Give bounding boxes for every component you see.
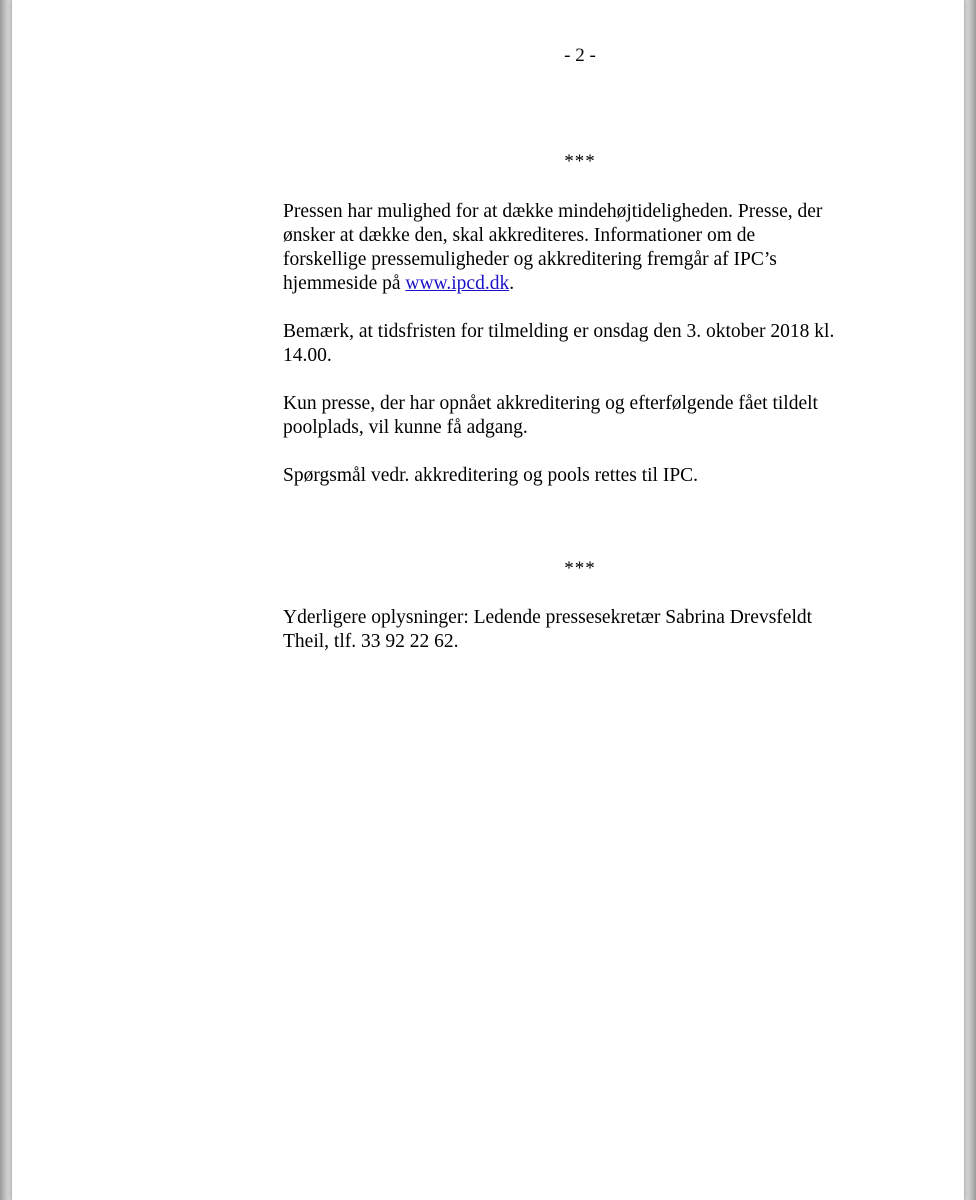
section-separator: *** [564,558,596,579]
page-number: - 2 - [564,45,596,66]
section-separator: *** [564,151,596,172]
paragraph-line: Kun presse, der har opnået akkreditering og efterfølgende fået tildelt [283,393,818,414]
paragraph-line: Pressen har mulighed for at dække mindehøjtideligheden. Presse, der [283,201,823,222]
paragraph-line: Yderligere oplysninger: Ledende pressesekretær Sabrina Drevsfeldt [283,607,813,628]
paragraph-line: Theil, tlf. 33 92 22 62. [283,631,459,652]
paragraph-deadline [283,320,883,368]
paragraph-line: hjemmeside på [283,273,406,294]
paragraph-press-coverage [283,200,883,296]
paragraph-line: forskellige pressemuligheder og akkreditering fremgår af IPC’s [283,249,777,270]
paragraph-line: 14.00. [283,345,332,366]
paragraph-line: ønsker at dække den, skal akkrediteres. Informationer om de [283,225,756,246]
paragraph-line: Bemærk, at tidsfristen for tilmelding er onsdag den 3. oktober 2018 kl. [283,321,835,342]
document-page [12,0,964,1200]
paragraph-line: poolplads, vil kunne få adgang. [283,417,528,438]
paragraph-access [283,392,883,440]
paragraph-contact [283,606,883,654]
paragraph-questions: Spørgsmål vedr. akkreditering og pools rettes til IPC. [283,465,699,486]
ipc-website-link[interactable]: www.ipcd.dk [405,273,510,294]
paragraph-line-end: . [509,273,515,294]
